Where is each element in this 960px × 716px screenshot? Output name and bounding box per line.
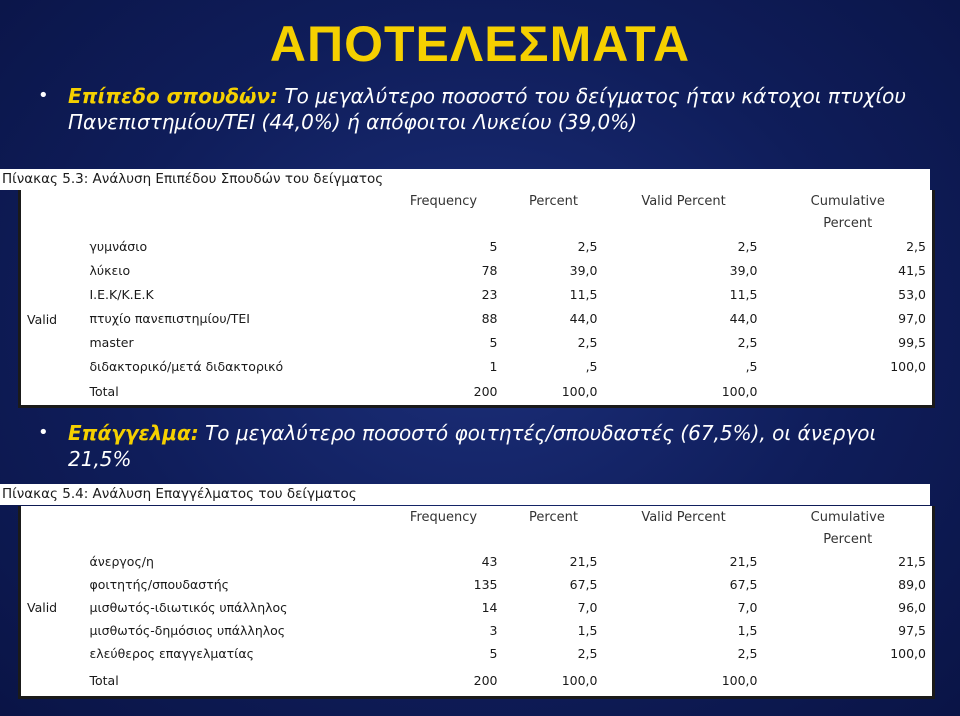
cell-valid-percent: 2,5 <box>737 238 758 254</box>
cell-percent: 2,5 <box>577 646 598 661</box>
cell-valid-percent: 2,5 <box>737 646 758 661</box>
cell-valid-percent: 11,5 <box>729 286 758 302</box>
cell-cumulative: 96,0 <box>898 600 926 615</box>
bullet-text: Το μεγαλύτερο ποσοστό του δείγματος ήταν κάτοχοι πτυχίου Πανεπιστημίου/ΤΕΙ (44,0%) ή απόφοιτοι Λυκείου (39,0%) <box>68 84 906 134</box>
bullet-occupation <box>38 420 928 472</box>
cell-cumulative: 53,0 <box>898 286 926 302</box>
header-valid-percent: Valid Percent <box>641 509 726 525</box>
cell-valid-percent: ,5 <box>745 358 758 374</box>
cell-cumulative: 97,0 <box>898 310 926 326</box>
header-cumulative: Cumulative <box>810 509 885 525</box>
cell-percent: 11,5 <box>569 286 598 302</box>
row-label: γυμνάσιο <box>89 238 148 254</box>
cell-valid-percent: 2,5 <box>737 334 758 350</box>
header-frequency: Frequency <box>409 193 478 209</box>
row-label: μισθωτός-ιδιωτικός υπάλληλος <box>89 600 288 615</box>
cell-cumulative: 41,5 <box>898 262 926 278</box>
cell-frequency: 78 <box>481 262 498 278</box>
cell-frequency: 5 <box>489 334 498 350</box>
table-row <box>20 234 934 258</box>
row-label: ελεύθερος επαγγελματίας <box>89 646 254 661</box>
cell-percent: 7,0 <box>577 600 598 615</box>
row-label: πτυχίο πανεπιστημίου/ΤΕΙ <box>89 310 250 326</box>
cell-percent: 21,5 <box>569 554 598 569</box>
cell-frequency: 200 <box>473 672 498 688</box>
header-valid-percent: Valid Percent <box>641 193 726 209</box>
cell-percent: 67,5 <box>569 577 598 592</box>
cell-frequency: 43 <box>481 554 498 569</box>
header-cumulative-percent: Percent <box>823 531 873 547</box>
cell-percent: ,5 <box>585 358 598 374</box>
table2-title: Πίνακας 5.4: Ανάλυση Επαγγέλματος του δείγματος <box>0 484 930 505</box>
cell-frequency: 23 <box>481 286 498 302</box>
cell-cumulative: 100,0 <box>890 646 926 661</box>
cell-frequency: 5 <box>489 238 498 254</box>
table-row <box>20 596 934 619</box>
valid-label: Valid <box>27 600 58 615</box>
cell-percent: 1,5 <box>577 623 598 638</box>
cell-cumulative: 99,5 <box>898 334 926 350</box>
header-cumulative: Cumulative <box>810 193 885 209</box>
cell-valid-percent: 100,0 <box>721 672 758 688</box>
table-row <box>20 330 934 354</box>
bullet-label: Επίπεδο σπουδών: <box>68 84 279 108</box>
cell-frequency: 1 <box>489 358 498 374</box>
table-row <box>20 619 934 642</box>
slide-title: ΑΠΟΤΕΛΕΣΜΑΤΑ <box>269 16 691 72</box>
table-row <box>20 550 934 573</box>
table-row-total <box>20 665 934 697</box>
row-label: διδακτορικό/μετά διδακτορικό <box>89 358 284 374</box>
row-label: Ι.Ε.Κ/Κ.Ε.Κ <box>89 286 154 302</box>
row-label: Total <box>89 383 119 399</box>
table-row <box>20 354 934 378</box>
cell-valid-percent: 39,0 <box>729 262 758 278</box>
table-row <box>20 642 934 665</box>
cell-percent: 39,0 <box>569 262 598 278</box>
cell-frequency: 3 <box>489 623 498 638</box>
header-percent: Percent <box>529 193 578 209</box>
row-label: άνεργος/η <box>89 554 154 569</box>
row-label: master <box>89 334 134 350</box>
cell-cumulative: 21,5 <box>898 554 926 569</box>
cell-cumulative <box>764 378 934 406</box>
table-row <box>20 306 934 330</box>
cell-valid-percent: 1,5 <box>737 623 758 638</box>
bullet-education <box>38 83 928 135</box>
cell-valid-percent: 67,5 <box>729 577 758 592</box>
cell-valid-percent: 21,5 <box>729 554 758 569</box>
cell-cumulative: 2,5 <box>906 238 926 254</box>
cell-cumulative: 89,0 <box>898 577 926 592</box>
table-row-total <box>20 378 934 406</box>
table1-title: Πίνακας 5.3: Ανάλυση Επιπέδου Σπουδών του δείγματος <box>0 169 930 190</box>
row-label: φοιτητής/σπουδαστής <box>89 577 229 592</box>
cell-frequency: 88 <box>481 310 498 326</box>
cell-percent: 100,0 <box>561 383 598 399</box>
bullet-text: Το μεγαλύτερο ποσοστό φοιτητές/σπουδαστές (67,5%), οι άνεργοι 21,5% <box>68 421 877 471</box>
row-label: λύκειο <box>89 262 131 278</box>
cell-percent: 44,0 <box>569 310 598 326</box>
cell-percent: 2,5 <box>577 334 598 350</box>
table-row <box>20 573 934 596</box>
table-row <box>20 282 934 306</box>
header-percent: Percent <box>529 509 578 525</box>
cell-percent: 2,5 <box>577 238 598 254</box>
header-cumulative-percent: Percent <box>823 215 873 231</box>
bullet-dot-icon: • <box>38 422 49 443</box>
cell-valid-percent: 44,0 <box>729 310 758 326</box>
cell-valid-percent: 7,0 <box>737 600 758 615</box>
cell-frequency: 135 <box>473 577 498 592</box>
valid-label: Valid <box>27 311 58 327</box>
header-frequency: Frequency <box>409 509 478 525</box>
row-label: Total <box>89 672 119 688</box>
cell-cumulative: 100,0 <box>890 358 926 374</box>
occupation-table <box>18 506 935 699</box>
cell-cumulative <box>764 665 934 697</box>
row-label: μισθωτός-δημόσιος υπάλληλος <box>89 623 286 638</box>
cell-frequency: 200 <box>473 383 498 399</box>
bullet-dot-icon: • <box>38 85 49 106</box>
cell-frequency: 5 <box>489 646 498 661</box>
cell-cumulative: 97,5 <box>898 623 926 638</box>
cell-percent: 100,0 <box>561 672 598 688</box>
education-table <box>18 190 935 408</box>
bullet-label: Επάγγελμα: <box>68 421 199 445</box>
cell-valid-percent: 100,0 <box>721 383 758 399</box>
table-row <box>20 258 934 282</box>
cell-frequency: 14 <box>481 600 498 615</box>
